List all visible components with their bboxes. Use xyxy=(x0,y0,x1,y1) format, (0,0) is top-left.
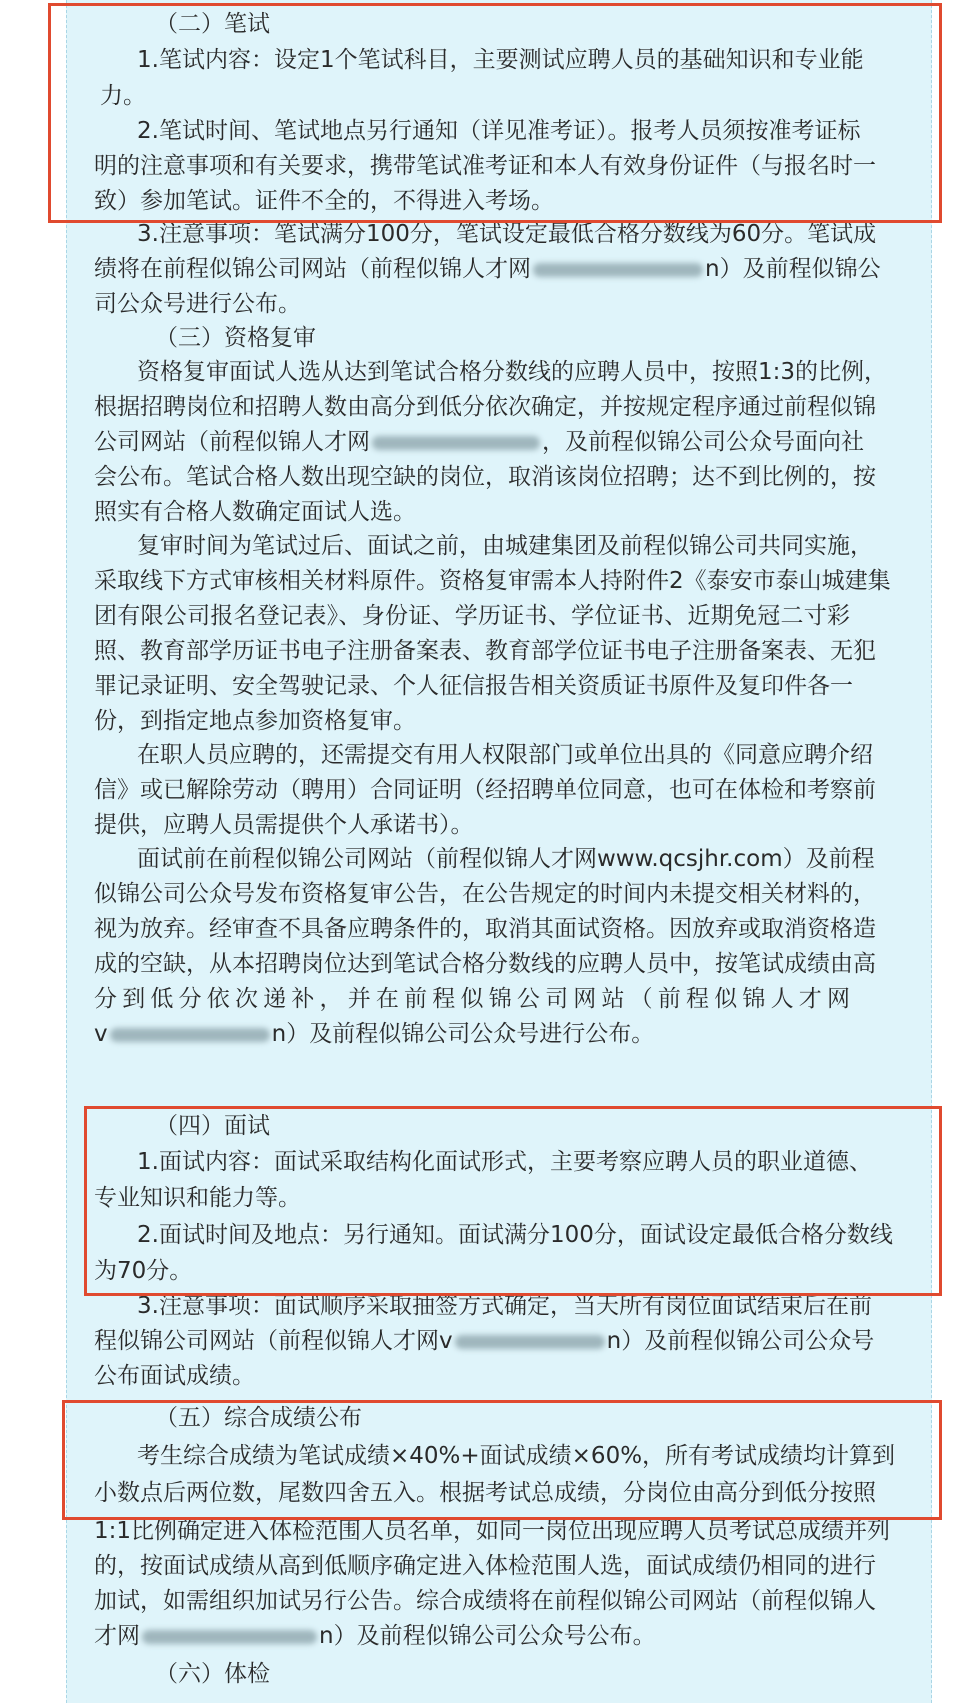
text-fragment: n）及前程似锦公司公众号 xyxy=(606,1328,875,1354)
section-heading-composite-score: （五）综合成绩公布 xyxy=(155,1405,362,1431)
paragraph-line: 专业知识和能力等。 xyxy=(94,1185,301,1211)
paragraph-line xyxy=(94,251,914,287)
redacted-url xyxy=(533,263,703,277)
highlight-box-composite-score xyxy=(62,1400,942,1520)
paragraph-line: 明的注意事项和有关要求，携带笔试准考证和本人有效身份证件（与报名时一 xyxy=(94,153,876,179)
paragraph-line: 似锦公司公众号发布资格复审公告，在公告规定的时间内未提交相关材料的， xyxy=(94,881,876,907)
text-fragment: n）及前程似锦公司公众号进行公布。 xyxy=(271,1021,655,1047)
paragraph-line xyxy=(94,1323,914,1359)
text-fragment: 公司网站（前程似锦人才网 xyxy=(94,429,370,455)
paragraph-line: 份，到指定地点参加资格复审。 xyxy=(94,708,416,734)
paragraph-line: 照实有合格人数确定面试人选。 xyxy=(94,499,416,525)
paragraph-line: 力。 xyxy=(100,83,146,109)
paragraph-line: 2.笔试时间、笔试地点另行通知（详见准考证）。报考人员须按准考证标 xyxy=(137,118,861,144)
paragraph-line xyxy=(94,424,914,460)
paragraph-line: 致）参加笔试。证件不全的，不得进入考场。 xyxy=(94,188,554,214)
paragraph-line: 1.笔试内容：设定1个笔试科目，主要测试应聘人员的基础知识和专业能 xyxy=(137,47,864,73)
paragraph-line: 资格复审面试人选从达到笔试合格分数线的应聘人员中，按照1:3的比例， xyxy=(137,359,888,385)
redacted-url xyxy=(142,1630,317,1644)
text-fragment: ，及前程似锦公司公众号面向社 xyxy=(542,429,864,455)
section-heading-interview: （四）面试 xyxy=(155,1113,270,1139)
paragraph-line: 面试前在前程似锦公司网站（前程似锦人才网www.qcsjhr.com）及前程 xyxy=(137,846,875,872)
paragraph-line: 罪记录证明、安全驾驶记录、个人征信报告相关资质证书原件及复印件各一 xyxy=(94,673,853,699)
paragraph-line: 分到低分依次递补，并在前程似锦公司网站（前程似锦人才网 xyxy=(94,986,850,1012)
paragraph-line: 加试，如需组织加试另行公告。综合成绩将在前程似锦公司网站（前程似锦人 xyxy=(94,1588,876,1614)
highlight-box-written-exam xyxy=(48,3,942,223)
paragraph-line: 视为放弃。经审查不具备应聘条件的，取消其面试资格。因放弃或取消资格造 xyxy=(94,916,876,942)
paragraph-line: 成的空缺，从本招聘岗位达到笔试合格分数线的应聘人员中，按笔试成绩由高 xyxy=(94,951,876,977)
paragraph-line: 考生综合成绩为笔试成绩×40%+面试成绩×60%，所有考试成绩均计算到 xyxy=(137,1443,896,1469)
redacted-url xyxy=(372,436,540,450)
paragraph-line: 根据招聘岗位和招聘人数由高分到低分依次确定，并按规定程序通过前程似锦 xyxy=(94,394,876,420)
paragraph-line: 司公众号进行公布。 xyxy=(94,291,301,317)
paragraph-line: 照、教育部学历证书电子注册备案表、教育部学位证书电子注册备案表、无犯 xyxy=(94,638,876,664)
paragraph-line: 小数点后两位数，尾数四舍五入。根据考试总成绩，分岗位由高分到低分按照 xyxy=(94,1480,876,1506)
paragraph-line: 公布面试成绩。 xyxy=(94,1363,255,1389)
redacted-url xyxy=(455,1335,605,1349)
paragraph-line: 信》或已解除劳动（聘用）合同证明（经招聘单位同意，也可在体检和考察前 xyxy=(94,777,876,803)
paragraph-line: 1.面试内容：面试采取结构化面试形式，主要考察应聘人员的职业道德、 xyxy=(137,1149,872,1175)
paragraph-line xyxy=(94,1016,914,1052)
paragraph-line: 在职人员应聘的，还需提交有用人权限部门或单位出具的《同意应聘介绍 xyxy=(137,742,873,768)
paragraph-line: 1:1比例确定进入体检范围人员名单，如同一岗位出现应聘人员考试总成绩并列 xyxy=(94,1518,891,1544)
paragraph-line: 3.注意事项：面试顺序采取抽签方式确定，当天所有岗位面试结束后在前 xyxy=(137,1293,872,1319)
paragraph-line: 提供，应聘人员需提供个人承诺书）。 xyxy=(94,812,474,838)
text-fragment: n）及前程似锦公 xyxy=(705,256,881,282)
text-fragment: n）及前程似锦公司公众号公布。 xyxy=(319,1623,656,1649)
paragraph-line: 3.注意事项：笔试满分100分，笔试设定最低合格分数线为60分。笔试成 xyxy=(137,221,877,247)
paragraph-line: 2.面试时间及地点：另行通知。面试满分100分，面试设定最低合格分数线 xyxy=(137,1222,893,1248)
text-fragment: v xyxy=(94,1021,108,1047)
paragraph-line: 采取线下方式审核相关材料原件。资格复审需本人持附件2《泰安市泰山城建集 xyxy=(94,568,891,594)
redacted-url xyxy=(110,1028,270,1042)
paragraph-line xyxy=(94,1618,914,1654)
paragraph-line: 为70分。 xyxy=(94,1258,193,1284)
highlight-box-interview xyxy=(84,1106,942,1296)
paragraph-line: 复审时间为笔试过后、面试之前，由城建集团及前程似锦公司共同实施， xyxy=(137,533,873,559)
section-heading-qualification-review: （三）资格复审 xyxy=(155,325,316,351)
section-heading-written-exam: （二）笔试 xyxy=(155,11,270,37)
paragraph-line: 会公布。笔试合格人数出现空缺的岗位，取消该岗位招聘；达不到比例的，按 xyxy=(94,464,876,490)
paragraph-line: 的，按面试成绩从高到低顺序确定进入体检范围人选，面试成绩仍相同的进行 xyxy=(94,1553,876,1579)
text-fragment: 程似锦公司网站（前程似锦人才网v xyxy=(94,1328,453,1354)
text-fragment: 绩将在前程似锦公司网站（前程似锦人才网 xyxy=(94,256,531,282)
paragraph-line: 团有限公司报名登记表》、身份证、学历证书、学位证书、近期免冠二寸彩 xyxy=(94,603,850,629)
text-fragment: 才网 xyxy=(94,1623,140,1649)
section-heading-physical-exam: （六）体检 xyxy=(155,1661,270,1687)
